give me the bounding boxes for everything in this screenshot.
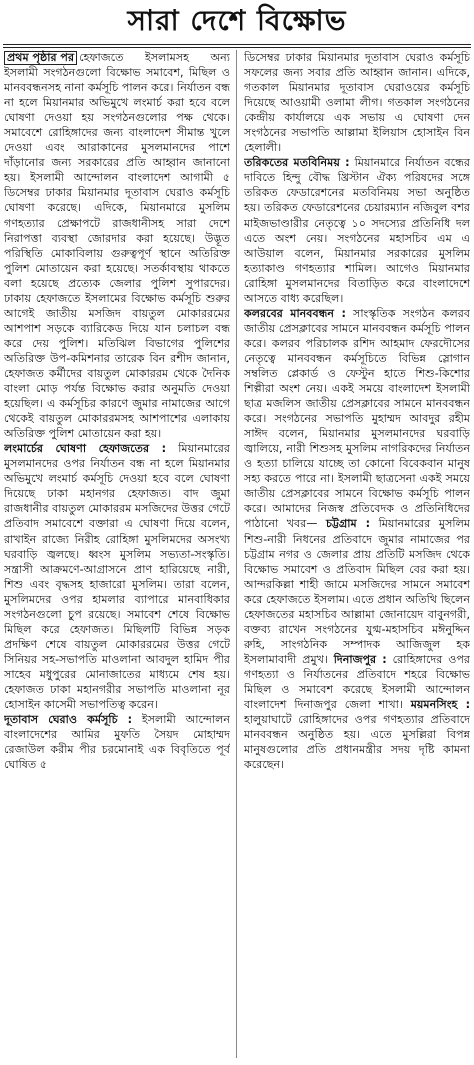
- intro-text: হেফাজতে ইসলামসহ অন্য ইসলামী সংগঠনগুলো বিক্ষোভ সমাবেশ, মিছিল ও মানববন্ধনসহ নানা কর্মসূচি পালন করে। নির্যাতন বন্ধ না হলে মিয়ানমার অভিমুখে লংমার্চ করা হবে বলে ঘোষণা দেওয়া হয় সংগঠনগুলোর পক্ষ থেকে। সমাবেশে রোহিঙ্গাদের জন্য বাংলাদেশ সীমান্ত খুলে দেওয়া এবং আরাকানের মুসলমানদের পাশে দাঁড়ানোর জন্য সরকারের প্রতি আহ্বান জানানো হয়। ইসলামী আন্দোলন বাংলাদেশ আগামী ৫ ডিসেম্বর ঢাকার মিয়ানমার দূতাবাস ঘেরাও কর্মসূচি ঘোষণা করেছে। এদিকে, মিয়ানমারে মুসলিম গণহত্যার প্রেক্ষাপটে রাজধানীসহ সারা দেশে নিরাপত্তা ব্যবস্থা জোরদার করা হয়েছে। উদ্ভূত পরিস্থিতি মোকাবিলায় গুরুত্বপূর্ণ স্থানে অতিরিক্ত পুলিশ মোতায়েন করা হয়েছে। সতর্কাবস্থায় থাকতে বলা হয়েছে প্রত্যেক জেলার পুলিশ সুপারদের। ঢাকায় হেফাজতে ইসলামের বিক্ষোভ কর্মসূচি শুরুর আগেই জাতীয় মসজিদ বায়তুল মোকাররমের আশপাশ সড়কে ব্যারিকেড দিয়ে যান চলাচল বন্ধ করে দেয় পুলিশ। মতিঝিল বিভাগের পুলিশের অতিরিক্ত উপ-কমিশনার তারেক বিন রশীদ জানান, হেফাজত কর্মীদের বায়তুল মোকাররম থেকে দৈনিক বাংলা মোড় পর্যন্ত বিক্ষোভ করার অনুমতি দেওয়া হয়েছিল। এ কর্মসূচির কারণে জুমার নামাজের আগে থেকেই বায়তুল মোকাররমসহ আশপাশের এলাকায় অতিরিক্ত পুলিশ মোতায়েন করা হয়।: [4, 51, 230, 441]
- longmarch-text: মিয়ানমারের মুসলমানদের ওপর নির্যাতন বন্ধ না হলে মিয়ানমার অভিমুখে লংমার্চ কর্মসূচি দেওয়া হবে বলে ঘোষণা দিয়েছে ঢাকা মহানগর হেফাজত। বাদ জুমা রাজধানীর বায়তুল মোকাররম মসজিদের উত্তর গেটে প্রতিবাদ সমাবেশে বক্তারা এ ঘোষণা দিয়ে বলেন, রাখাইন রাজ্যে নিরীহ রোহিঙ্গা মুসলিমদের অসংখ্য ঘরবাড়ি জ্বলছে। ধ্বংস মুসলিম সভ্যতা-সংস্কৃতি। সন্ত্রাসী আক্রমণে-আগ্রাসনে প্রাণ হারিয়েছে নারী, শিশু এবং বৃদ্ধসহ হাজারো মুসলিম। তারা বলেন, মুসলিমদের ওপর হামলার ব্যাপারে মানবাধিকার সংগঠনগুলো চুপ রয়েছে। সমাবেশ শেষে বিক্ষোভ মিছিল করে হেফাজত। মিছিলটি বিভিন্ন সড়ক প্রদক্ষিণ শেষে বায়তুল মোকাররমের উত্তর গেটে সিনিয়র সহ-সভাপতি মাওলানা আবদুল হামিদ পীর সাহেব মধুপুরের মোনাজাতের মাধ্যমে শেষ হয়। হেফাজত ঢাকা মহানগরীর সভাপতি মাওলানা নূর হোসাইন কাসেমী সভাপতিত্ব করেন।: [4, 442, 230, 712]
- embassy-kicker: দূতাবাস ঘেরাও কর্মসূচি :: [4, 713, 133, 727]
- kolorob-paragraph: [244, 306, 470, 772]
- intro-paragraph: [4, 50, 230, 441]
- kolorob-kicker: কলরবের মানববন্ধন :: [244, 306, 346, 320]
- longmarch-kicker: লংমার্চের ঘোষণা হেফাজতের :: [4, 442, 167, 456]
- article-column-right: [244, 50, 470, 1058]
- ctg-text: মিয়ানমারের মুসলিম শিশু-নারী নিধনের প্রতিবাদে জুমার নামাজের পর চট্টগ্রাম নগর ও জেলার প্রায় প্রতিটি মসজিদ থেকে বিক্ষোভ সমাবেশ ও প্রতিবাদ মিছিল বের করা হয়। আন্দরকিল্লা শাহী জামে মসজিদের সামনে সমাবেশ করে হেফাজতে ইসলাম। এতে প্রধান অতিথি ছিলেন হেফাজতের মহাসচিব আল্লামা জোনায়েদ বাবুনগরী, বক্তব্য রাখেন সংগঠনের যুগ্ম-মহাসচিব মঈনুদ্দিন রুহি, সাংগঠনিক সম্পাদক আজিজুল হক ইসলামাবাদী প্রমুখ।: [244, 517, 470, 666]
- embassy-text: ইসলামী আন্দোলন বাংলাদেশের আমির মুফতি সৈয়দ মোহাম্মদ রেজাউল করীম পীর চরমোনাই এক বিবৃতিতে পূর্ব ঘোষিত ৫: [4, 713, 230, 772]
- dinajpur-text: রোহিঙ্গাদের ওপর গণহত্যা ও নির্যাতনের প্রতিবাদে শহরে বিক্ষোভ মিছিল ও সমাবেশ করেছে ইসলামী আন্দোলন বাংলাদেশ দিনাজপুর জেলা শাখা।: [244, 652, 470, 712]
- column-divider: [236, 50, 237, 1058]
- headline: সারা দেশে বিক্ষোভ: [127, 3, 347, 37]
- headline-rule-top: [3, 44, 471, 45]
- tarikat-paragraph: [244, 155, 470, 305]
- dinajpur-dateline: দিনাজপুর :: [333, 652, 387, 666]
- embassy-continuation: ডিসেম্বর ঢাকার মিয়ানমার দূতাবাস ঘেরাও কর্মসূচি সফলের জন্য সবার প্রতি আহ্বান জানান। এদিকে, গতকাল মিয়ানমার দূতাবাস ঘেরাওয়ের কর্মসূচি দিয়েছে আওয়ামী ওলামা লীগ। গতকাল সংগঠনের কেন্দ্রীয় কার্যালয়ে এক সভায় এ ঘোষণা দেন সংগঠনের সভাপতি আল্লামা ইলিয়াস হোসাইন বিন হেলালী।: [244, 51, 470, 155]
- tarikat-kicker: তরিকতের মতবিনিময় :: [244, 156, 350, 170]
- kolorob-text: সাংস্কৃতিক সংগঠন কলরব জাতীয় প্রেসক্লাবের সামনে মানববন্ধন কর্মসূচি পালন করে। কলরব পরিচালক রশিদ আহমাদ ফেরদৌসের নেতৃত্বে মানববন্ধন কর্মসূচিতে বিভিন্ন স্লোগান সম্বলিত প্লেকার্ড ও ফেস্টুন হাতে শিশু-কিশোর শিল্পীরা অংশ নেয়। একই সময়ে বাংলাদেশ ইসলামী ছাত্র মজলিস জাতীয় প্রেসক্লাবের সামনে মানববন্ধন করে। সংগঠনের সভাপতি মুহাম্মদ আবদুর রহীম সাঈদ বলেন, মিয়ানমার মুসলমানদের ঘরবাড়ি জ্বালিয়ে, নারী শিশুসহ মুসলিম নাগরিকদের নির্যাতন ও হত্যা চালিয়ে যাচ্ছে তা কোনো বিবেকবান মানুষ সহ্য করতে পারে না। ইসলামী ছাত্রসেনা একই সময়ে জাতীয় প্রেসক্লাবের সামনে বিক্ষোভ কর্মসূচি পালন করে। আমাদের নিজস্ব প্রতিবেদক ও প্রতিনিধিদের পাঠানো খবর—: [244, 306, 470, 531]
- headline-rule-bottom: [3, 47, 471, 48]
- tarikat-text: মিয়ানমারে নির্যাতন বন্ধের দাবিতে হিন্দু বৌদ্ধ খ্রিস্টান ঐক্য পরিষদের সঙ্গে তরিকত ফেডারেশনের মতবিনিময় সভা অনুষ্ঠিত হয়। তরিকত ফেডারেশনের চেয়ারম্যান নজিবুল বশর মাইজভাণ্ডারীর নেতৃত্বে ১০ সদস্যের প্রতিনিধি দল এতে অংশ নেয়। সংগঠনের মহাসচিব এম এ আউয়াল বলেন, মিয়ানমার সরকারের মুসলিম হত্যাকাণ্ড গণহত্যার শামিল। আগেও মিয়ানমার রোহিঙ্গা মুসলমানদের বিতাড়িত করে বাংলাদেশে আসতে বাধ্য করেছিল।: [244, 156, 470, 305]
- ctg-dateline: চট্টগ্রাম :: [326, 517, 371, 531]
- article-column-left: [4, 50, 230, 1058]
- longmarch-paragraph: [4, 441, 230, 712]
- mymensingh-dateline: ময়মনসিংহ :: [410, 698, 470, 712]
- mymensingh-text: হালুয়াঘাটে রোহিঙ্গাদের ওপর গণহত্যার প্রতিবাদে মানববন্ধন অনুষ্ঠিত হয়। এতে মুসল্লিরা বিপন্ন মানুষগুলোর প্রতি প্রধানমন্ত্রীর সদয় দৃষ্টি কামনা করেছেন।: [244, 713, 470, 772]
- embassy-paragraph: [4, 712, 230, 772]
- continuation-box: প্রথম পৃষ্ঠার পর: [4, 51, 77, 65]
